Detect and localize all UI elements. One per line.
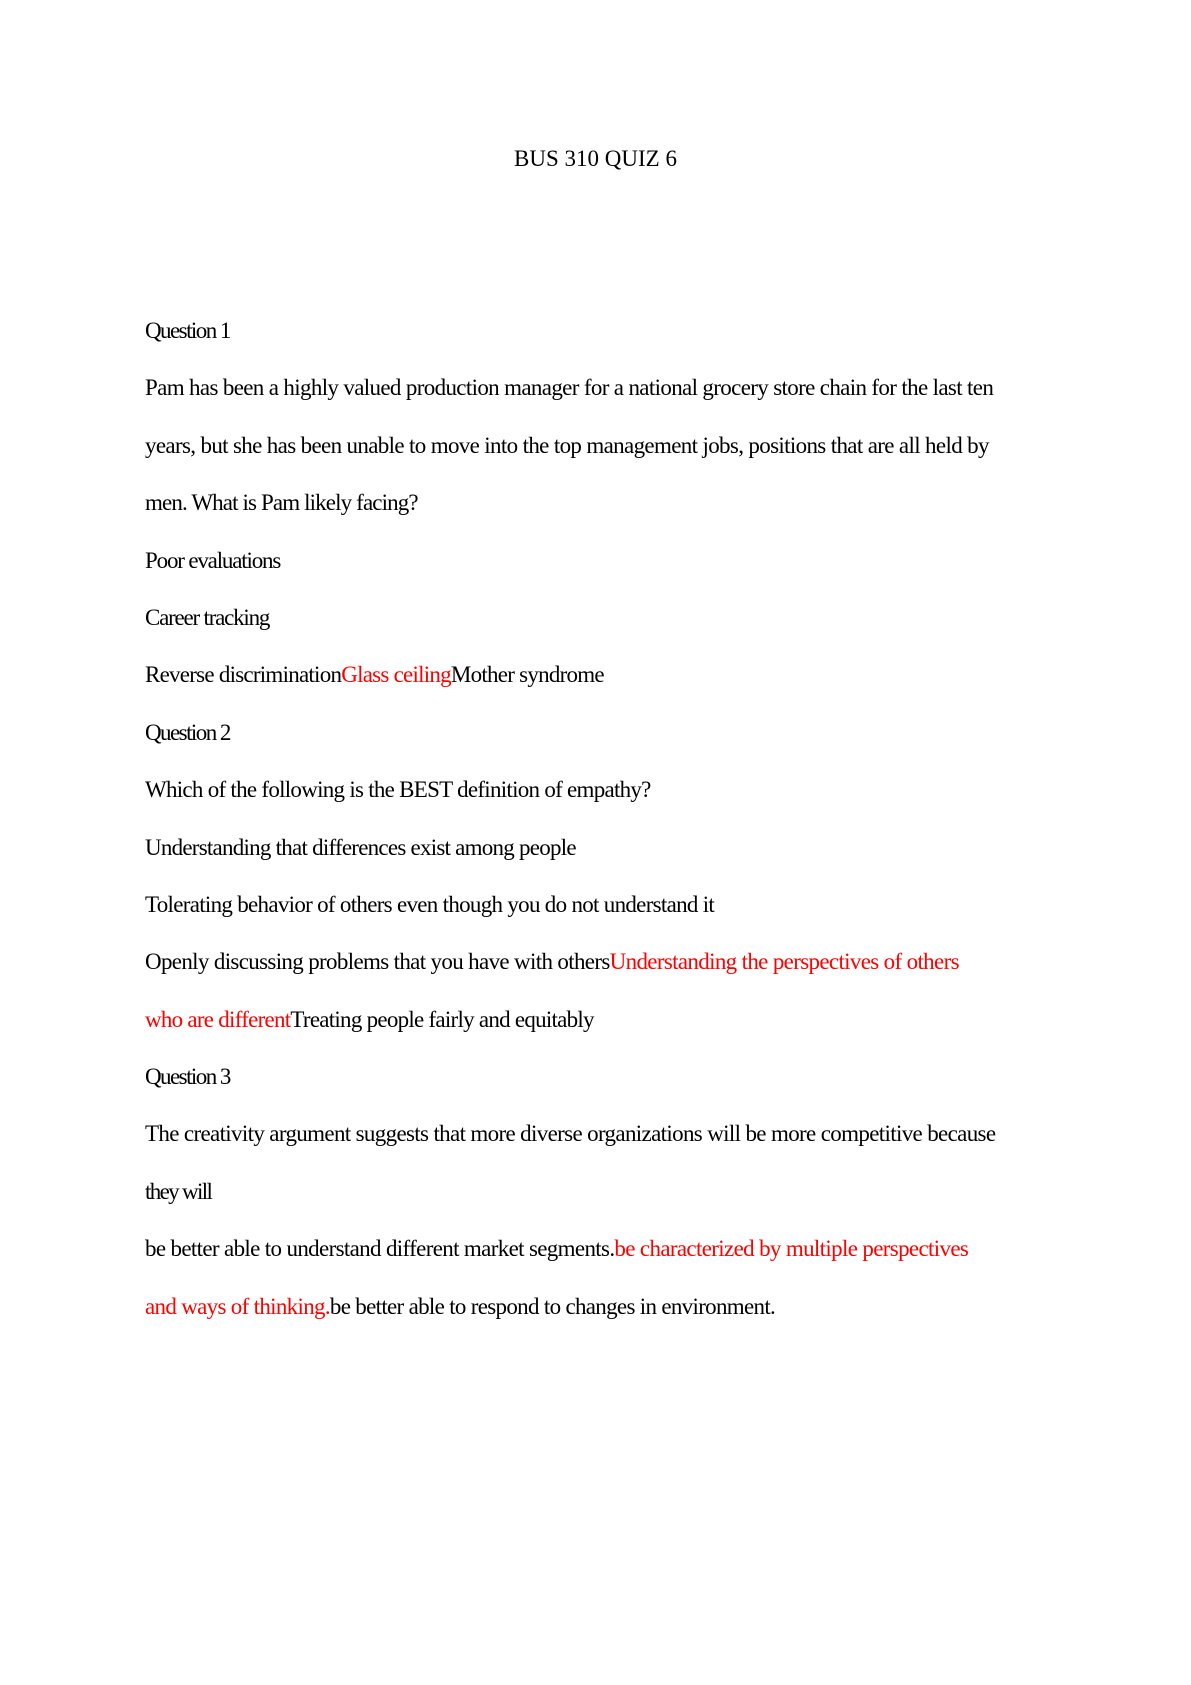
correct-answer-text: Understanding the perspectives of others: [609, 949, 959, 975]
text-segment: Which of the following is the BEST definition of empathy?: [145, 777, 651, 803]
text-line: [145, 833, 1045, 890]
text-line: [145, 1292, 1045, 1349]
text-segment: they will: [145, 1178, 212, 1204]
text-segment: men. What is Pam likely facing?: [145, 490, 418, 516]
text-line: [145, 1119, 1045, 1176]
text-segment: The creativity argument suggests that more diverse organizations will be more competitive because: [145, 1121, 996, 1147]
document-title: BUS 310 QUIZ 6: [514, 146, 677, 171]
text-segment: Poor evaluations: [145, 547, 281, 573]
text-line: [145, 603, 1045, 660]
text-segment: Treating people fairly and equitably: [290, 1006, 594, 1032]
document-body: [145, 316, 1045, 1349]
correct-answer-text: Glass ceiling: [341, 662, 451, 688]
text-segment: Understanding that differences exist among people: [145, 834, 576, 860]
text-line: [145, 660, 1045, 717]
text-line: [145, 775, 1045, 832]
text-segment: Mother syndrome: [450, 662, 604, 688]
text-segment: Question 1: [145, 318, 230, 343]
correct-answer-text: and ways of thinking.: [145, 1293, 330, 1319]
text-segment: Openly discussing problems that you have with others: [145, 949, 610, 975]
text-line: [145, 316, 1045, 373]
text-line: [145, 1234, 1045, 1291]
correct-answer-text: be characterized by multiple perspectives: [614, 1236, 969, 1262]
text-line: [145, 488, 1045, 545]
text-line: [145, 373, 1045, 430]
text-segment: Question 3: [145, 1064, 230, 1090]
correct-answer-text: who are different: [145, 1006, 291, 1032]
text-line: [145, 431, 1045, 488]
text-segment: Tolerating behavior of others even though you do not understand it: [145, 891, 715, 917]
text-line: [145, 546, 1045, 603]
text-segment: Question 2: [145, 719, 230, 745]
text-line: [145, 1177, 1045, 1234]
text-segment: Pam has been a highly valued production manager for a national grocery store chain for the last ten: [145, 375, 994, 401]
text-segment: years, but she has been unable to move into the top management jobs, positions that are all held by: [145, 432, 989, 458]
text-line: [145, 1005, 1045, 1062]
text-line: [145, 718, 1045, 775]
text-line: [145, 1062, 1045, 1119]
text-line: [145, 890, 1045, 947]
text-line: [145, 947, 1045, 1004]
text-segment: Career tracking: [145, 604, 270, 630]
text-segment: be better able to understand different market segments.: [145, 1236, 615, 1262]
text-segment: be better able to respond to changes in environment.: [329, 1293, 776, 1319]
text-segment: Reverse discrimination: [145, 662, 342, 688]
